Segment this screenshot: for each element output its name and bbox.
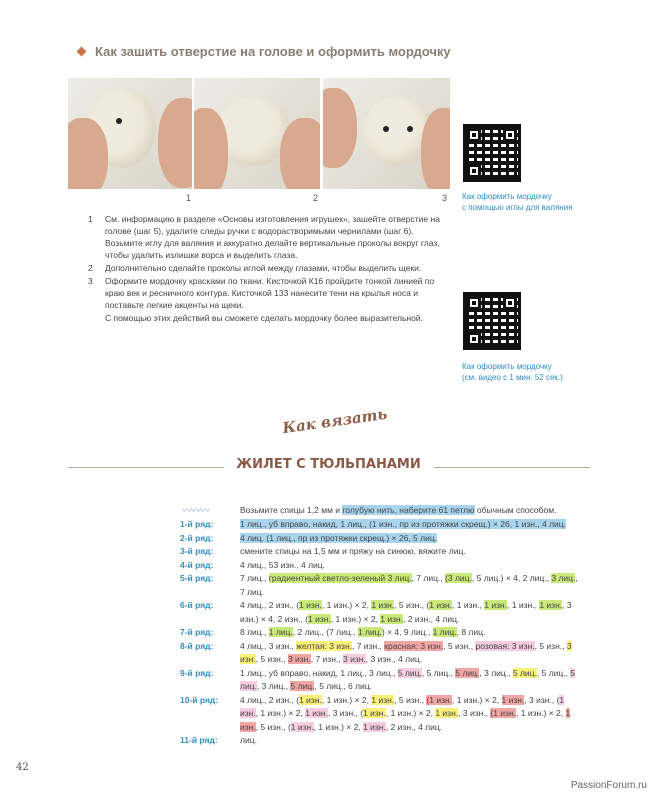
diamond-bullet-icon bbox=[77, 47, 87, 57]
highlighted-text: 1 лиц. bbox=[432, 627, 457, 637]
pattern-row bbox=[180, 667, 580, 694]
highlighted-text: 3 лиц. bbox=[551, 573, 576, 583]
qr-caption-1-line1: Как оформить мордочку bbox=[462, 192, 552, 201]
highlighted-text: 1 изн. bbox=[429, 600, 453, 610]
wave-ornament-icon: 〰〰〰 bbox=[182, 506, 209, 517]
row-text: , 1 изн., bbox=[452, 600, 485, 610]
row-text: 4 лиц., 2 изн., ( bbox=[240, 694, 300, 705]
pattern-row bbox=[180, 545, 580, 559]
highlighted-text: 3 изн. bbox=[240, 640, 572, 664]
row-text: , 1 изн.) × 2, bbox=[321, 600, 372, 610]
photo-1 bbox=[68, 78, 192, 189]
highlighted-text: 1 изн. bbox=[484, 600, 508, 610]
row-label: 11-й ряд: bbox=[180, 735, 218, 745]
highlighted-text: 4 лиц. (1 лиц., пр из протяжки скрещ.) × 26, 5 лиц. bbox=[240, 532, 438, 543]
row-text: , 5 лиц., bbox=[536, 667, 571, 678]
highlighted-text: 1 лиц. bbox=[268, 627, 293, 637]
row-text: , 3 лиц., bbox=[479, 667, 513, 678]
row-text: , 5 изн., bbox=[394, 694, 427, 705]
highlighted-text: 1 изн. bbox=[363, 721, 386, 732]
row-text: 1 лиц., уб вправо, накид, 1 лиц., 3 лиц., bbox=[240, 667, 398, 678]
qr-code-1[interactable] bbox=[463, 124, 521, 182]
row-text: , 3 изн., ( bbox=[327, 708, 364, 718]
row-text: ) × 4, 9 лиц., bbox=[381, 627, 433, 637]
highlighted-text: 1 изн. bbox=[308, 613, 331, 624]
qr-caption-2 bbox=[462, 361, 563, 383]
pattern-row bbox=[180, 559, 580, 573]
row-text: , 3 изн.) × 4, 2 изн., ( bbox=[240, 600, 572, 624]
highlighted-text: (1 изн. bbox=[426, 694, 453, 705]
photo-2 bbox=[194, 78, 320, 189]
row-text: , 3 изн., 4 лиц. bbox=[365, 654, 423, 664]
highlighted-text: 1 лиц., уб вправо, накид, 1 лиц., (1 изн., пр из протяжки скрещ.) × 26, 1 изн., 4 лиц. bbox=[240, 519, 567, 529]
row-text: , 7 лиц., bbox=[411, 573, 446, 583]
row-label: 10-й ряд: bbox=[180, 694, 219, 705]
row-text: , 5 изн., bbox=[255, 654, 288, 664]
row-text: , 5 лиц., bbox=[421, 667, 456, 678]
highlighted-text: градиентный светло-зеленый 3 лиц. bbox=[268, 573, 412, 583]
row-text: , 5 изн., ( bbox=[255, 721, 291, 732]
highlighted-text: 5 лиц. bbox=[240, 667, 576, 691]
qr-code-2[interactable] bbox=[463, 292, 521, 350]
highlighted-text: 1 изн. bbox=[539, 600, 563, 610]
highlighted-text: 3 изн. bbox=[287, 654, 311, 664]
row-text: , 5 изн., ( bbox=[394, 600, 430, 610]
highlighted-text: 1 изн. bbox=[435, 708, 459, 718]
highlighted-text: 1 изн. bbox=[501, 694, 525, 705]
row-text: 8 лиц., bbox=[240, 627, 269, 637]
pattern-row bbox=[180, 694, 580, 735]
highlighted-text: 1 изн. bbox=[305, 708, 328, 718]
page-number: 42 bbox=[16, 762, 29, 773]
highlighted-text: 1 изн. bbox=[371, 694, 395, 705]
step-2: 2 Дополнительно сделайте проколы иглой между глазами, чтобы выделить щеки. bbox=[88, 263, 422, 273]
section-heading bbox=[78, 44, 451, 59]
decorative-title: Как вязать bbox=[281, 404, 389, 438]
highlighted-text: 1 изн. bbox=[371, 600, 395, 610]
photo-number-3: 3 bbox=[442, 193, 448, 203]
highlighted-text: 5 лиц. bbox=[455, 667, 480, 678]
row-text: , 1 изн.) × 2, bbox=[452, 694, 502, 705]
pattern-intro: Возьмите спицы 1,2 мм и голубую нить, наберите 61 петлю обычным способом. bbox=[240, 505, 557, 515]
watermark: PassionForum.ru bbox=[570, 780, 647, 791]
row-text: , 5 лиц., 6 лиц. bbox=[314, 681, 372, 691]
steps-note: С помощью этих действий вы сможете сделать мордочку более выразительной. bbox=[105, 313, 423, 323]
highlighted-text: (1 изн. bbox=[490, 708, 517, 718]
row-label: 2-й ряд: bbox=[180, 532, 214, 543]
photo-3 bbox=[323, 78, 450, 189]
qr-caption-1-line2: с помощью иглы для валяния bbox=[462, 203, 573, 212]
pattern-row bbox=[180, 626, 580, 640]
row-text: , 1 изн.) × 2, bbox=[516, 708, 566, 718]
row-text: , 5 лиц.) × 4, 2 лиц., bbox=[471, 573, 552, 583]
highlighted-text: 1 изн. bbox=[240, 708, 571, 732]
row-text: , 2 изн., 4 лиц. bbox=[385, 721, 443, 732]
highlighted-text: 5 лиц. bbox=[512, 667, 537, 678]
row-text: , 3 изн., ( bbox=[524, 694, 560, 705]
row-text: , 5 изн., bbox=[534, 640, 567, 651]
highlighted-text: 1 изн. bbox=[299, 600, 322, 610]
highlighted-text: 3 изн. bbox=[343, 654, 366, 664]
row-text: , 2 изн., 4 лиц. bbox=[403, 613, 460, 624]
row-text: , 7 лиц. bbox=[240, 573, 578, 597]
photo-number-1: 1 bbox=[186, 193, 192, 203]
highlighted-text: 1 изн. bbox=[380, 613, 404, 624]
row-text: , 8 лиц. bbox=[456, 627, 486, 637]
highlighted-text: желтая: 3 изн. bbox=[296, 640, 352, 651]
row-label: 8-й ряд: bbox=[180, 640, 214, 651]
row-text: , 2 лиц., (7 лиц., bbox=[292, 627, 358, 637]
step-1: 1 См. информацию в разделе «Основы изготовления игрушек», зашейте отверстие на голове (шаг 5), удалите следы ручки с водорастворимыми чернилами (шаг 6). Возьмите иглу для валяния и аккуратно делайте вертикальные проколы вокруг глаз, чтобы удалить излишки ворса и выделить глаза. bbox=[88, 214, 440, 260]
pattern-row bbox=[180, 518, 580, 532]
row-text: , 1 изн.) × 2, bbox=[321, 694, 372, 705]
row-label: 1-й ряд: bbox=[180, 519, 214, 529]
highlighted-text: (3 лиц. bbox=[445, 573, 472, 583]
row-text: 7 лиц., bbox=[240, 573, 269, 583]
row-text: , 1 изн., bbox=[507, 600, 540, 610]
row-text: 4 лиц., 2 изн., ( bbox=[240, 600, 300, 610]
row-text: лиц. bbox=[240, 735, 257, 745]
row-text: 4 лиц., 53 изн., 4 лиц. bbox=[240, 559, 326, 570]
row-text: , 7 изн., bbox=[352, 640, 385, 651]
row-label: 6-й ряд: bbox=[180, 600, 214, 610]
row-label: 3-й ряд: bbox=[180, 546, 214, 556]
qr-caption-1 bbox=[462, 191, 573, 213]
instruction-steps bbox=[88, 213, 448, 324]
section-subtitle: ЖИЛЕТ С ТЮЛЬПАНАМИ bbox=[236, 457, 421, 472]
row-label: 9-й ряд: bbox=[180, 667, 214, 678]
highlighted-text: 1 изн. bbox=[290, 721, 314, 732]
row-text: , 1 изн.) × 2, bbox=[385, 708, 436, 718]
row-label: 7-й ряд: bbox=[180, 627, 214, 637]
highlighted-text: 5 лиц. bbox=[397, 667, 422, 678]
row-label: 5-й ряд: bbox=[180, 573, 214, 583]
row-text: , 5 изн., bbox=[443, 640, 476, 651]
row-text: , 1 изн.) × 2, bbox=[313, 721, 364, 732]
pattern-row bbox=[180, 532, 580, 546]
pattern-row bbox=[180, 599, 580, 626]
step-3: 3 Оформите мордочку красками по ткани. Кисточкой К16 пройдите тонкой линией по краю век и ресничного контура. Кисточкой 133 нанесите тени на крылья носа и поставьте легкие акценты на щеки. bbox=[88, 276, 435, 310]
row-text: , 3 лиц., bbox=[256, 681, 291, 691]
highlighted-text: 1 изн. bbox=[240, 694, 565, 718]
pattern-row bbox=[180, 572, 580, 599]
highlighted-text: 1 изн. bbox=[363, 708, 386, 718]
qr-caption-2-line2: (см. видео с 1 мин. 52 сек.) bbox=[462, 373, 563, 382]
pattern-row bbox=[180, 734, 580, 748]
highlighted-text: 5 лиц. bbox=[290, 681, 315, 691]
row-text: , 7 изн., bbox=[310, 654, 343, 664]
pattern-rows bbox=[180, 518, 580, 748]
row-text: , 3 изн., bbox=[458, 708, 491, 718]
row-text: , 1 изн.) × 2, bbox=[255, 708, 306, 718]
highlighted-text: красная: 3 изн. bbox=[384, 640, 444, 651]
photo-number-2: 2 bbox=[313, 193, 319, 203]
qr-caption-2-line1: Как оформить мордочку bbox=[462, 362, 552, 371]
section-heading-text: Как зашить отверстие на голове и оформить мордочку bbox=[95, 44, 451, 59]
highlighted-text: 1 лиц. bbox=[357, 627, 382, 637]
pattern-row bbox=[180, 640, 580, 667]
row-text: , 1 изн.) × 2, bbox=[330, 613, 381, 624]
highlighted-text: розовая: 3 изн. bbox=[475, 640, 535, 651]
row-text: 4 лиц., 3 изн., bbox=[240, 640, 297, 651]
row-text: смените спицы на 1,5 мм и пряжу на синюю, вяжите лиц. bbox=[240, 546, 466, 556]
row-label: 4-й ряд: bbox=[180, 559, 214, 570]
highlighted-text: 1 изн. bbox=[299, 694, 322, 705]
